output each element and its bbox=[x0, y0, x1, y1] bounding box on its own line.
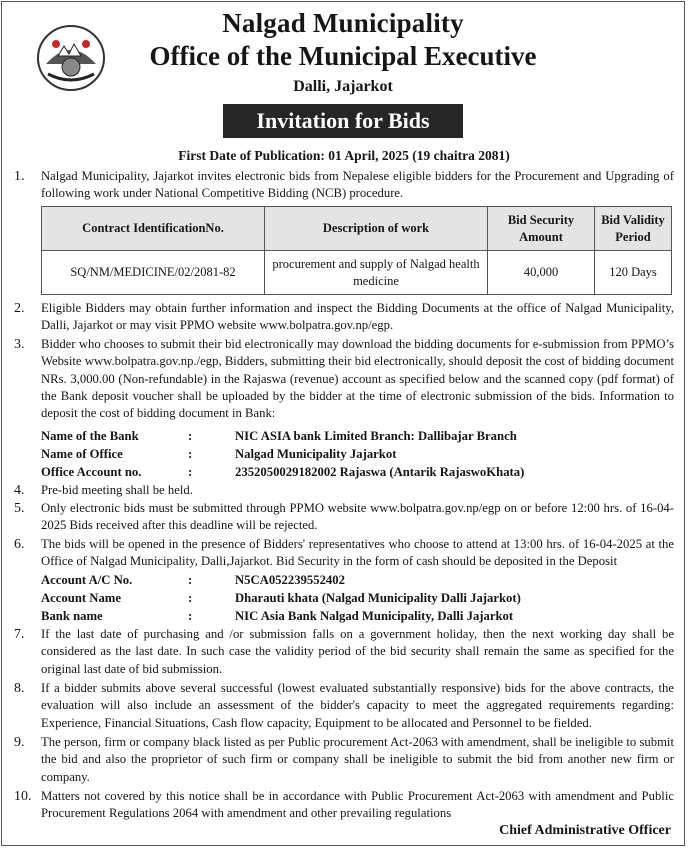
item-number: 6. bbox=[14, 537, 25, 552]
item-number: 5. bbox=[14, 501, 25, 516]
item-text: Matters not covered by this notice shall be in accordance with Public Procurement Act-2063 with amendment and Public Procurement Regulations 2064 with amendment and other prevailing regulations bbox=[41, 789, 674, 821]
bank-info-label: Name of Office bbox=[41, 447, 123, 461]
list-item-9 bbox=[14, 734, 674, 786]
deposit-info-value: N5CA052239552402 bbox=[235, 573, 345, 587]
municipality-name: Nalgad Municipality bbox=[222, 8, 464, 38]
list-item-2 bbox=[14, 300, 674, 335]
office-location: Dalli, Jajarkot bbox=[293, 78, 393, 95]
column-header: Description of work bbox=[265, 207, 488, 251]
bid-security-cell: 40,000 bbox=[488, 251, 595, 295]
contract-id-cell: SQ/NM/MEDICINE/02/2081-82 bbox=[42, 251, 265, 295]
list-item-5 bbox=[14, 500, 674, 535]
bank-info-value: Nalgad Municipality Jajarkot bbox=[235, 447, 397, 461]
deposit-info-value: Dharauti khata (Nalgad Municipality Dalli Jajarkot) bbox=[235, 591, 521, 605]
item-text: Only electronic bids must be submitted through PPMO website www.bolpatra.gov.np/egp on or before 12:00 hrs. of 16-04-2025 Bids received after this deadline will be rejected. bbox=[41, 501, 674, 533]
item-number: 3. bbox=[14, 337, 25, 352]
item-number: 4. bbox=[14, 483, 25, 498]
item-text: Bidder who chooses to submit their bid electronically may download the bidding documents for e-submission from PPMO’s Website www.bolpatra.gov.np./egp, Bidders, submitting their bid electronically, should deposit the cost of bidding document NRs. 3,000.00 (Non-refundable) in the Rajaswa (revenue) account as specified below and the scanned copy (pdf format) of the Bank deposit voucher shall be uploaded by the bidder at the time of electronic submission of the bids. Information to deposit the cost of bidding document in Bank: bbox=[41, 337, 674, 421]
item-text: Nalgad Municipality, Jajarkot invites electronic bids from Nepalese eligible bidders for the Procurement and Upgrading of following work under National Competitive Bidding (NCB) procedure. bbox=[41, 169, 674, 201]
description-cell: procurement and supply of Nalgad health medicine bbox=[265, 251, 488, 295]
column-header: Bid Validity Period bbox=[595, 207, 672, 251]
item-number: 10. bbox=[14, 789, 32, 804]
colon: : bbox=[188, 609, 193, 623]
colon: : bbox=[188, 429, 193, 443]
office-name: Office of the Municipal Executive bbox=[149, 41, 537, 71]
item-text: Eligible Bidders may obtain further information and inspect the Bidding Documents at the office of Nalgad Municipality, Dalli, Jajarkot or may visit PPMO website www.bolpatra.gov.np/egp. bbox=[41, 301, 674, 333]
bank-info-row bbox=[41, 446, 671, 463]
signature-title: Chief Administrative Officer bbox=[499, 823, 671, 838]
deposit-info-row bbox=[41, 608, 671, 625]
colon: : bbox=[188, 465, 193, 479]
item-number: 9. bbox=[14, 735, 25, 750]
deposit-info-label: Account Name bbox=[41, 591, 121, 605]
bank-info-row bbox=[41, 428, 671, 445]
bank-info-row bbox=[41, 464, 671, 481]
deposit-info-value: NIC Asia Bank Nalgad Municipality, Dalli Jajarkot bbox=[235, 609, 514, 623]
bank-info-value: 2352050029182002 Rajaswa (Antarik RajaswoKhata) bbox=[235, 465, 525, 479]
colon: : bbox=[188, 447, 193, 461]
bid-validity-cell: 120 Days bbox=[595, 251, 672, 295]
bid-table bbox=[41, 206, 672, 295]
list-item-10 bbox=[14, 788, 674, 823]
item-text: The bids will be opened in the presence of Bidders' representatives who choose to attend at 13:00 hrs. of 16-04-2025 at the Office of Nalgad Municipality, Dalli,Jajarkot. Bid Security in the form of cash should be deposited in the Deposit bbox=[41, 537, 674, 569]
colon: : bbox=[188, 591, 193, 605]
deposit-info-row bbox=[41, 572, 671, 589]
deposit-info-row bbox=[41, 590, 671, 607]
table-header-row bbox=[42, 207, 672, 251]
item-number: 2. bbox=[14, 301, 25, 316]
table-row bbox=[42, 251, 672, 295]
item-text: The person, firm or company black listed as per Public procurement Act-2063 with amendment, shall be ineligible to submit the bid and also the proprietor of such firm or company shall be ineligible to submit the bid from another new firm or company. bbox=[41, 735, 674, 784]
list-item-3 bbox=[14, 336, 674, 422]
item-text: If the last date of purchasing and /or submission falls on a government holiday, then the next working day shall be considered as the last date. In such case the validity period of the bid security shall remain the same as specified for the original last date of bid submission. bbox=[41, 627, 674, 676]
list-item-4 bbox=[14, 482, 674, 499]
item-text: If a bidder submits above several successful (lowest evaluated substantially responsive) bids for the above contracts, the evaluation will also include an assessment of the bidder's capacity to meet the aggregated requirements regarding: Experience, Financial Situations, Cash flow capacity, Equipment to be allocated and Personnel to be fielded. bbox=[41, 681, 674, 730]
list-item-7 bbox=[14, 626, 674, 678]
bank-info-label: Name of the Bank bbox=[41, 429, 139, 443]
list-item-8 bbox=[14, 680, 674, 732]
list-item-1 bbox=[14, 168, 674, 203]
notice-title-banner: Invitation for Bids bbox=[223, 104, 463, 138]
publication-date: First Date of Publication: 01 April, 2025 (19 chaitra 2081) bbox=[178, 148, 510, 163]
list-item-6 bbox=[14, 536, 674, 571]
column-header: Bid Security Amount bbox=[488, 207, 595, 251]
item-number: 1. bbox=[14, 169, 25, 184]
item-text: Pre-bid meeting shall be held. bbox=[41, 483, 193, 497]
deposit-info-label: Bank name bbox=[41, 609, 103, 623]
bank-info-label: Office Account no. bbox=[41, 465, 142, 479]
item-number: 8. bbox=[14, 681, 25, 696]
item-number: 7. bbox=[14, 627, 25, 642]
deposit-info-label: Account A/C No. bbox=[41, 573, 133, 587]
colon: : bbox=[188, 573, 193, 587]
government-emblem-icon bbox=[36, 24, 106, 92]
bank-info-value: NIC ASIA bank Limited Branch: Dallibajar Branch bbox=[235, 429, 517, 443]
column-header: Contract IdentificationNo. bbox=[42, 207, 265, 251]
